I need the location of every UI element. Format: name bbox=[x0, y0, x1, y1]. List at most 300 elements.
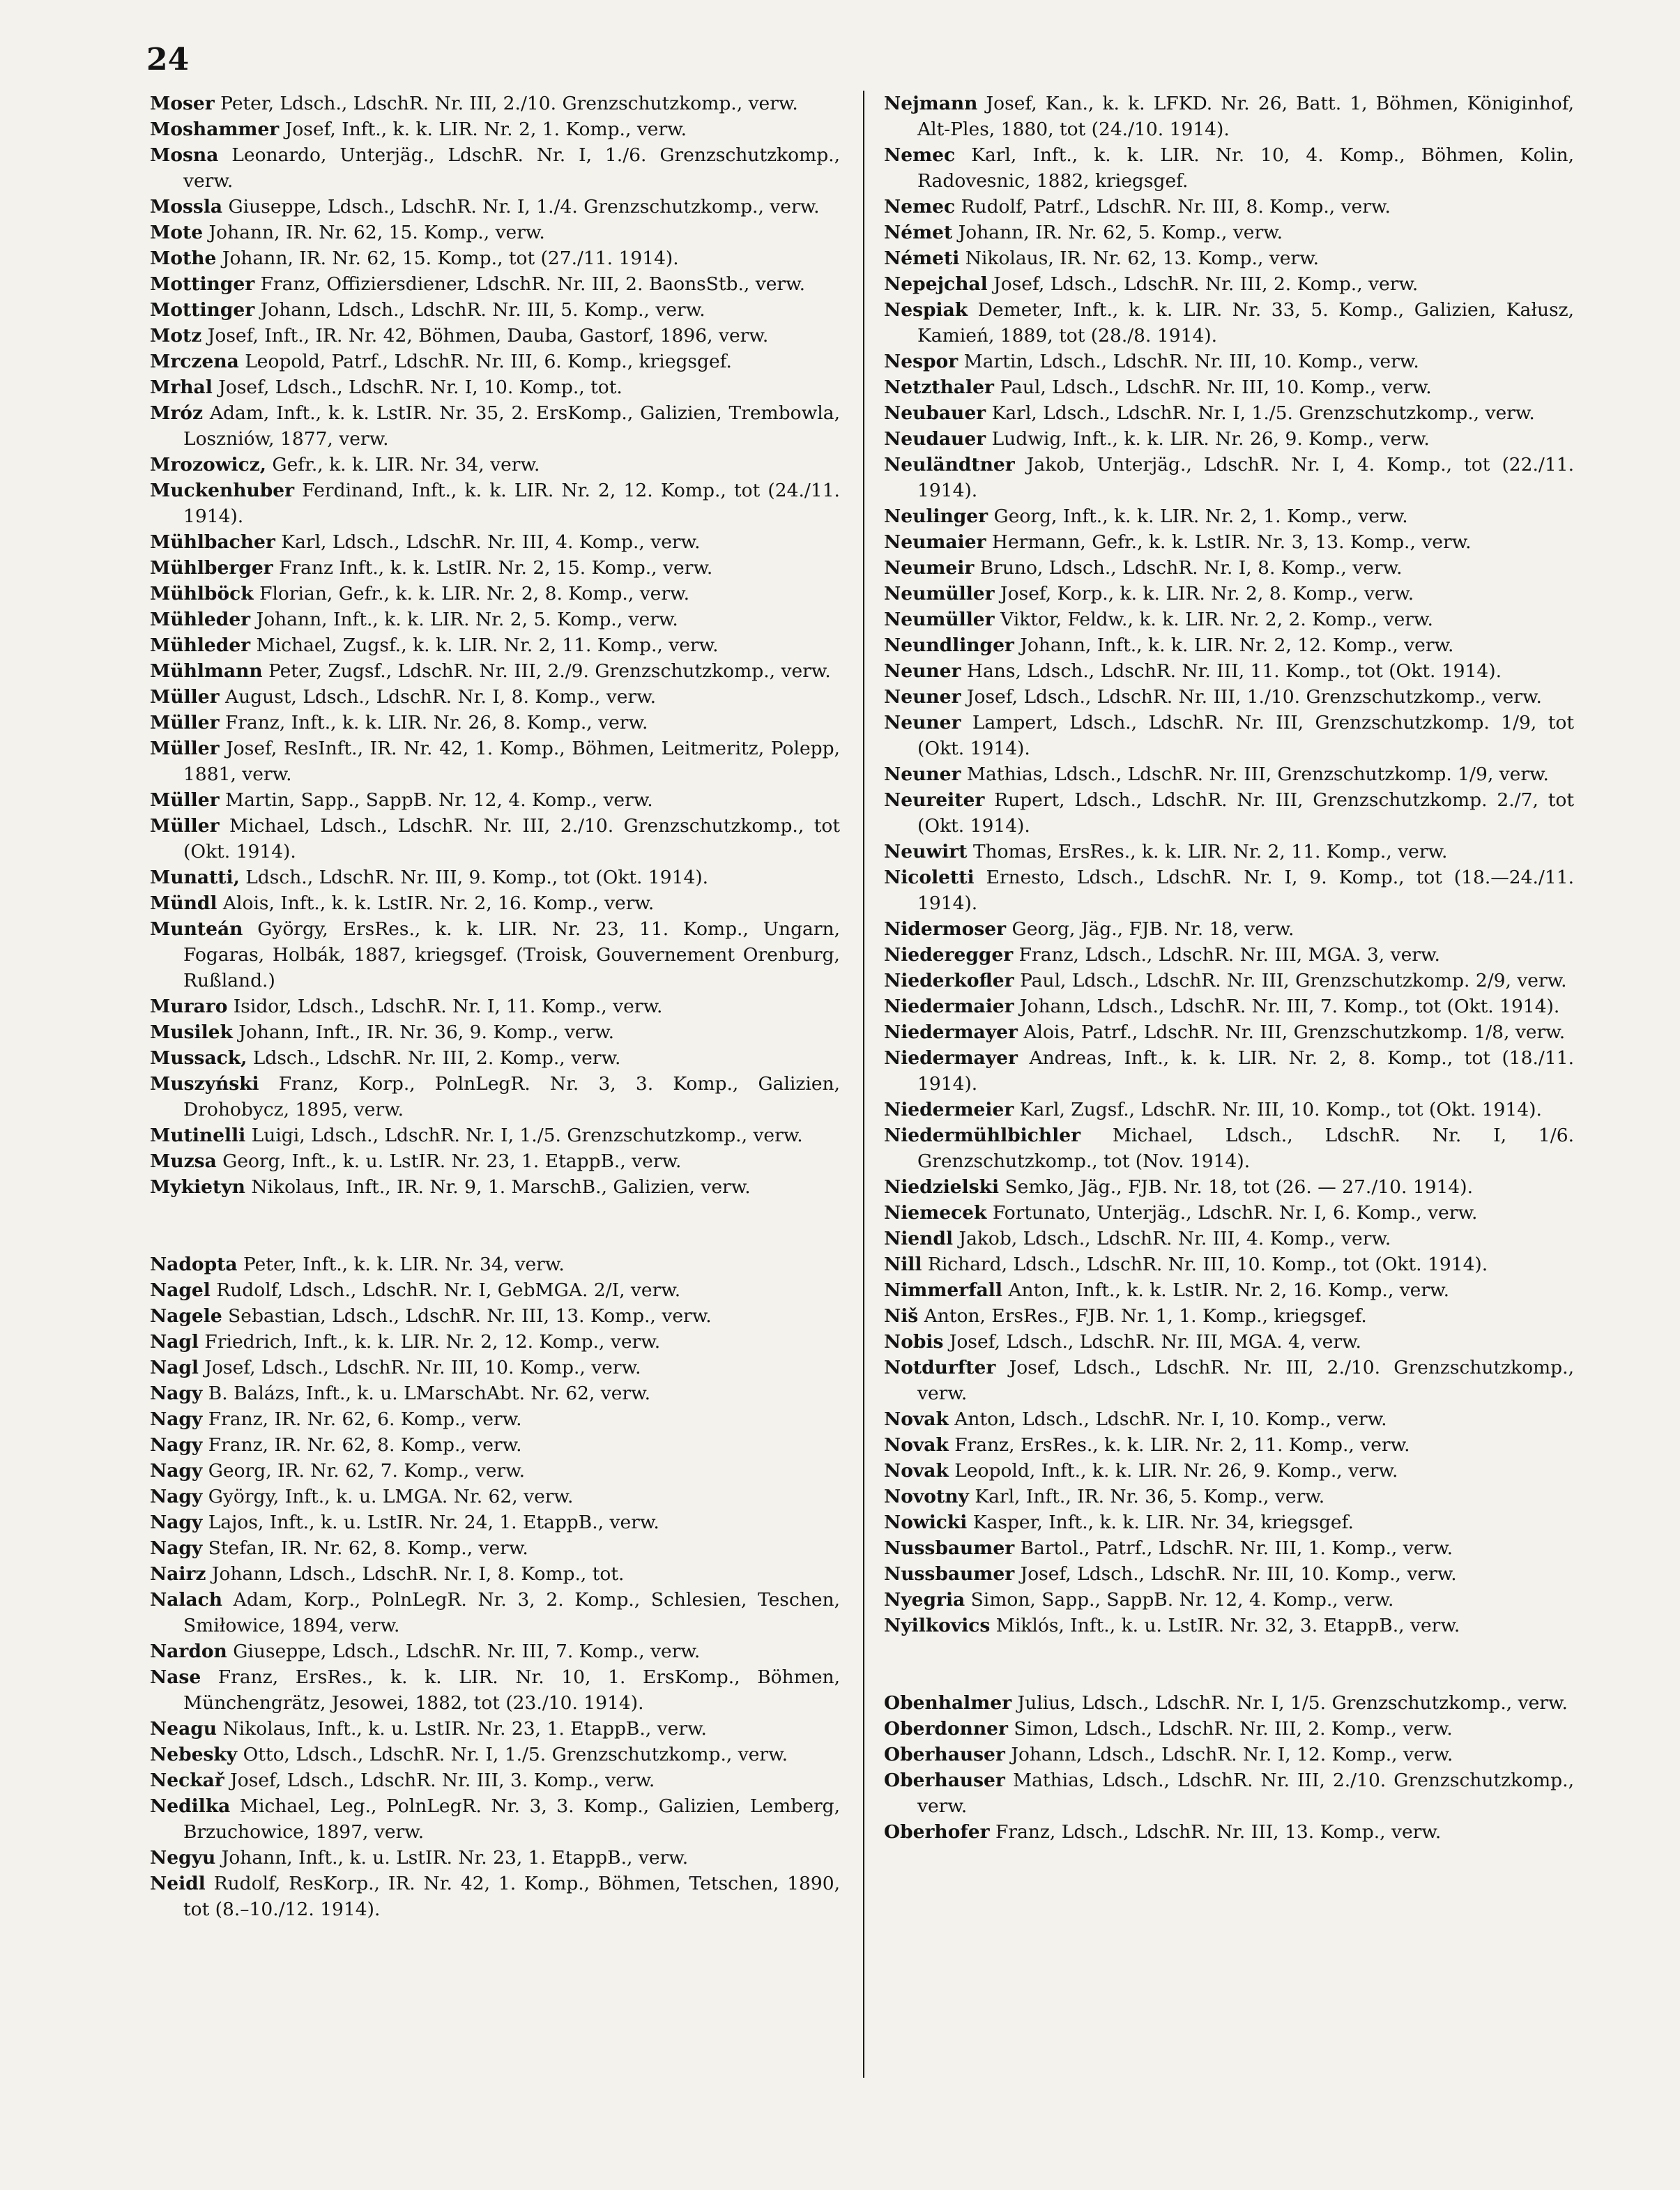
casualty-entry bbox=[150, 1123, 840, 1148]
casualty-entry bbox=[884, 1200, 1574, 1226]
surname: Nagl bbox=[150, 1331, 199, 1353]
entry-details: Franz, Offiziersdiener, LdschR. Nr. III, 2. BaonsStb., verw. bbox=[254, 273, 806, 295]
casualty-entry bbox=[150, 116, 840, 142]
surname: Oberhauser bbox=[884, 1770, 1005, 1791]
surname: Niederkofler bbox=[884, 970, 1014, 991]
entry-details: Ferdinand, Inft., k. k. LIR. Nr. 2, 12. Komp., tot (24./11. 1914). bbox=[183, 480, 840, 527]
casualty-entry bbox=[150, 632, 840, 658]
casualty-entry bbox=[884, 658, 1574, 684]
casualty-entry bbox=[884, 632, 1574, 658]
left-column bbox=[150, 91, 840, 1922]
casualty-entry bbox=[150, 1767, 840, 1793]
entry-details: Anton, ErsRes., FJB. Nr. 1, 1. Komp., kriegsgef. bbox=[918, 1305, 1367, 1327]
casualty-entry bbox=[884, 400, 1574, 426]
entry-details: Rudolf, Ldsch., LdschR. Nr. I, GebMGA. 2/I, verw. bbox=[210, 1279, 681, 1301]
casualty-entry bbox=[884, 349, 1574, 374]
entry-details: Simon, Sapp., SappB. Nr. 12, 4. Komp., verw. bbox=[965, 1589, 1394, 1611]
surname: Nyilkovics bbox=[884, 1615, 991, 1636]
surname: Neulinger bbox=[884, 505, 988, 527]
casualty-entry bbox=[150, 916, 840, 994]
entry-details: Franz, Ldsch., LdschR. Nr. III, MGA. 3, verw. bbox=[1013, 944, 1440, 966]
surname: Notdurfter bbox=[884, 1357, 996, 1378]
entry-details: Michael, Zugsf., k. k. LIR. Nr. 2, 11. Komp., verw. bbox=[250, 634, 719, 656]
entry-details: Franz, ErsRes., k. k. LIR. Nr. 2, 11. Komp., verw. bbox=[948, 1434, 1410, 1456]
surname: Netzthaler bbox=[884, 377, 994, 398]
entry-details: Paul, Ldsch., LdschR. Nr. III, Grenzschutzkomp. 2/9, verw. bbox=[1014, 970, 1567, 991]
entry-details: Karl, Zugsf., LdschR. Nr. III, 10. Komp., tot (Okt. 1914). bbox=[1014, 1099, 1542, 1120]
casualty-entry bbox=[884, 1767, 1574, 1819]
surname: Mussack, bbox=[150, 1047, 247, 1069]
surname: Nagy bbox=[150, 1512, 203, 1533]
casualty-entry bbox=[884, 503, 1574, 529]
surname: Muraro bbox=[150, 996, 228, 1017]
surname: Neubauer bbox=[884, 402, 986, 424]
surname: Mutinelli bbox=[150, 1125, 246, 1146]
surname: Mündl bbox=[150, 892, 217, 914]
entry-details: Ludwig, Inft., k. k. LIR. Nr. 26, 9. Komp., verw. bbox=[986, 428, 1430, 450]
surname: Mote bbox=[150, 222, 204, 243]
surname: Nespor bbox=[884, 351, 959, 372]
surname: Neuner bbox=[884, 763, 961, 785]
casualty-entry bbox=[150, 478, 840, 529]
casualty-entry bbox=[150, 736, 840, 787]
casualty-entry bbox=[150, 1845, 840, 1871]
entry-details: Georg, IR. Nr. 62, 7. Komp., verw. bbox=[202, 1460, 526, 1482]
casualty-entry bbox=[150, 787, 840, 813]
surname: Nagy bbox=[150, 1434, 203, 1456]
surname: Nimmerfall bbox=[884, 1279, 1002, 1301]
surname: Nobis bbox=[884, 1331, 944, 1353]
surname: Mossla bbox=[150, 196, 223, 218]
entry-details: Ldsch., LdschR. Nr. III, 9. Komp., tot (Okt. 1914). bbox=[239, 867, 709, 888]
surname: Nussbaumer bbox=[884, 1537, 1015, 1559]
surname: Neumaier bbox=[884, 531, 986, 553]
entry-details: György, Inft., k. u. LMGA. Nr. 62, verw. bbox=[202, 1486, 574, 1507]
surname: Mühleder bbox=[150, 634, 251, 656]
casualty-entry bbox=[884, 1484, 1574, 1510]
entry-details: Josef, Ldsch., LdschR. Nr. III, 2./10. Grenzschutzkomp., verw. bbox=[917, 1357, 1574, 1404]
casualty-entry bbox=[150, 1638, 840, 1664]
casualty-entry bbox=[884, 1123, 1574, 1174]
casualty-entry bbox=[150, 1587, 840, 1638]
surname: Muzsa bbox=[150, 1150, 217, 1172]
surname: Nejmann bbox=[884, 93, 978, 114]
casualty-entry bbox=[884, 684, 1574, 710]
entry-details: Johann, Ldsch., LdschR. Nr. III, 7. Komp., tot (Okt. 1914). bbox=[1014, 996, 1560, 1017]
entry-details: August, Ldsch., LdschR. Nr. I, 8. Komp., verw. bbox=[219, 686, 657, 708]
entry-details: Josef, Ldsch., LdschR. Nr. III, 2. Komp., verw. bbox=[987, 273, 1419, 295]
casualty-entry bbox=[884, 865, 1574, 916]
entry-details: Bruno, Ldsch., LdschR. Nr. I, 8. Komp., verw. bbox=[974, 557, 1403, 579]
surname: Mühlbacher bbox=[150, 531, 275, 553]
surname: Mrczena bbox=[150, 351, 239, 372]
entry-details: Josef, Ldsch., LdschR. Nr. III, 3. Komp., verw. bbox=[224, 1770, 655, 1791]
casualty-entry bbox=[150, 1535, 840, 1561]
entry-details: Fortunato, Unterjäg., LdschR. Nr. I, 6. Komp., verw. bbox=[986, 1202, 1478, 1224]
casualty-entry bbox=[884, 1045, 1574, 1097]
casualty-entry bbox=[150, 865, 840, 890]
casualty-entry bbox=[150, 1484, 840, 1510]
surname: Neundlinger bbox=[884, 634, 1014, 656]
casualty-entry bbox=[150, 1510, 840, 1535]
casualty-entry bbox=[884, 1019, 1574, 1045]
entry-details: Bartol., Patrf., LdschR. Nr. III, 1. Komp., verw. bbox=[1014, 1537, 1453, 1559]
entry-details: Peter, Zugsf., LdschR. Nr. III, 2./9. Grenzschutzkomp., verw. bbox=[262, 660, 831, 682]
entry-details: B. Balázs, Inft., k. u. LMarschAbt. Nr. 62, verw. bbox=[202, 1383, 651, 1404]
entry-details: Nikolaus, Inft., k. u. LstIR. Nr. 23, 1. EtappB., verw. bbox=[217, 1718, 707, 1740]
casualty-entry bbox=[150, 452, 840, 478]
entry-details: Nikolaus, Inft., IR. Nr. 9, 1. MarschB., Galizien, verw. bbox=[245, 1176, 751, 1198]
surname: Müller bbox=[150, 789, 220, 811]
casualty-entry bbox=[884, 142, 1574, 194]
surname: Neumeir bbox=[884, 557, 975, 579]
entry-details: Ernesto, Ldsch., LdschR. Nr. I, 9. Komp., tot (18.—24./11. 1914). bbox=[917, 867, 1574, 914]
entry-details: Josef, Inft., IR. Nr. 42, Böhmen, Dauba, Gastorf, 1896, verw. bbox=[201, 325, 769, 347]
surname: Neuner bbox=[884, 660, 961, 682]
casualty-entry bbox=[884, 1716, 1574, 1742]
surname: Nagy bbox=[150, 1408, 203, 1430]
casualty-entry bbox=[884, 581, 1574, 607]
surname: Nase bbox=[150, 1666, 201, 1688]
surname: Nalach bbox=[150, 1589, 223, 1611]
entry-details: Ldsch., LdschR. Nr. III, 2. Komp., verw. bbox=[247, 1047, 621, 1069]
entry-details: Josef, Inft., k. k. LIR. Nr. 2, 1. Komp., verw. bbox=[279, 119, 687, 140]
surname: Neuner bbox=[884, 712, 961, 733]
casualty-entry bbox=[884, 1252, 1574, 1277]
surname: Novak bbox=[884, 1408, 949, 1430]
surname: Neumüller bbox=[884, 583, 995, 604]
entry-details: Karl, Ldsch., LdschR. Nr. I, 1./5. Grenzschutzkomp., verw. bbox=[986, 402, 1535, 424]
casualty-entry bbox=[884, 297, 1574, 349]
surname: Mühlböck bbox=[150, 583, 254, 604]
surname: Nadopta bbox=[150, 1254, 238, 1275]
surname: Nedilka bbox=[150, 1795, 231, 1817]
entry-details: Thomas, ErsRes., k. k. LIR. Nr. 2, 11. Komp., verw. bbox=[967, 841, 1448, 862]
surname: Nicoletti bbox=[884, 867, 975, 888]
entry-details: Miklós, Inft., k. u. LstIR. Nr. 32, 3. EtappB., verw. bbox=[990, 1615, 1460, 1636]
casualty-entry bbox=[884, 1355, 1574, 1406]
casualty-entry bbox=[150, 1355, 840, 1381]
entry-details: Leopold, Patrf., LdschR. Nr. III, 6. Komp., kriegsgef. bbox=[238, 351, 732, 372]
entry-details: Lajos, Inft., k. u. LstIR. Nr. 24, 1. EtappB., verw. bbox=[202, 1512, 659, 1533]
surname: Müller bbox=[150, 815, 220, 837]
casualty-entry bbox=[150, 1871, 840, 1922]
casualty-entry bbox=[884, 1561, 1574, 1587]
right-column bbox=[884, 91, 1574, 1845]
casualty-entry bbox=[884, 994, 1574, 1019]
casualty-entry bbox=[150, 374, 840, 400]
casualty-entry bbox=[884, 1303, 1574, 1329]
surname: Niemecek bbox=[884, 1202, 987, 1224]
casualty-entry bbox=[150, 1432, 840, 1458]
surname: Moshammer bbox=[150, 119, 280, 140]
surname: Niedermayer bbox=[884, 1047, 1018, 1069]
casualty-entry bbox=[150, 220, 840, 245]
casualty-entry bbox=[884, 607, 1574, 632]
casualty-entry bbox=[150, 813, 840, 865]
entry-details: Leonardo, Unterjäg., LdschR. Nr. I, 1./6. Grenzschutzkomp., verw. bbox=[183, 144, 840, 192]
casualty-entry bbox=[150, 1458, 840, 1484]
entry-details: Josef, Ldsch., LdschR. Nr. III, MGA. 4, verw. bbox=[943, 1331, 1361, 1353]
surname: Neureiter bbox=[884, 789, 985, 811]
section-gap bbox=[884, 1638, 1574, 1690]
surname: Neckař bbox=[150, 1770, 224, 1791]
surname: Müller bbox=[150, 686, 220, 708]
column-divider bbox=[863, 91, 864, 2078]
surname: Niš bbox=[884, 1305, 919, 1327]
entry-details: Johann, Inft., k. k. LIR. Nr. 2, 12. Komp., verw. bbox=[1014, 634, 1454, 656]
surname: Munatti, bbox=[150, 867, 240, 888]
entry-details: Josef, Ldsch., LdschR. Nr. III, 1./10. Grenzschutzkomp., verw. bbox=[961, 686, 1542, 708]
surname: Mottinger bbox=[150, 299, 255, 321]
casualty-entry bbox=[150, 555, 840, 581]
casualty-entry bbox=[884, 1174, 1574, 1200]
surname: Nyegria bbox=[884, 1589, 965, 1611]
surname: Nepejchal bbox=[884, 273, 988, 295]
entry-details: Johann, IR. Nr. 62, 15. Komp., tot (27./11. 1914). bbox=[216, 248, 679, 269]
entry-details: Luigi, Ldsch., LdschR. Nr. I, 1./5. Grenzschutzkomp., verw. bbox=[245, 1125, 803, 1146]
surname: Motz bbox=[150, 325, 202, 347]
casualty-entry bbox=[884, 1613, 1574, 1638]
entry-details: Johann, Ldsch., LdschR. Nr. III, 5. Komp., verw. bbox=[254, 299, 705, 321]
surname: Nemec bbox=[884, 196, 956, 218]
casualty-entry bbox=[884, 839, 1574, 865]
entry-details: Peter, Ldsch., LdschR. Nr. III, 2./10. Grenzschutzkomp., verw. bbox=[214, 93, 798, 114]
casualty-entry bbox=[150, 1664, 840, 1716]
casualty-entry bbox=[150, 1793, 840, 1845]
casualty-entry bbox=[884, 1587, 1574, 1613]
entry-details: Rudolf, Patrf., LdschR. Nr. III, 8. Komp., verw. bbox=[955, 196, 1391, 218]
entry-details: Rupert, Ldsch., LdschR. Nr. III, Grenzschutzkomp. 2./7, tot (Okt. 1914). bbox=[917, 789, 1574, 837]
surname: Nagy bbox=[150, 1460, 203, 1482]
casualty-entry bbox=[150, 684, 840, 710]
surname: Nespiak bbox=[884, 299, 968, 321]
entry-details: Hans, Ldsch., LdschR. Nr. III, 11. Komp., tot (Okt. 1914). bbox=[961, 660, 1502, 682]
surname: Mykietyn bbox=[150, 1176, 245, 1198]
casualty-entry bbox=[150, 1174, 840, 1200]
entry-details: Julius, Ldsch., LdschR. Nr. I, 1/5. Grenzschutzkomp., verw. bbox=[1011, 1692, 1568, 1714]
surname: Mrozowicz, bbox=[150, 454, 266, 476]
surname: Muszyński bbox=[150, 1073, 259, 1095]
surname: Nagel bbox=[150, 1279, 211, 1301]
surname: Mottinger bbox=[150, 273, 255, 295]
entry-details: Adam, Inft., k. k. LstIR. Nr. 35, 2. ErsKomp., Galizien, Trembowla, Loszniów, 1877, verw. bbox=[183, 402, 840, 450]
surname: Oberhauser bbox=[884, 1744, 1005, 1765]
surname: Niedermaier bbox=[884, 996, 1014, 1017]
entry-details: Mathias, Ldsch., LdschR. Nr. III, Grenzschutzkomp. 1/9, verw. bbox=[961, 763, 1549, 785]
casualty-entry bbox=[884, 1226, 1574, 1252]
entry-details: Franz, ErsRes., k. k. LIR. Nr. 10, 1. ErsKomp., Böhmen, Münchengrätz, Jesowei, 1882, tot (23./10. 1914). bbox=[183, 1666, 840, 1714]
surname: Mróz bbox=[150, 402, 204, 424]
entry-details: Michael, Leg., PolnLegR. Nr. 3, 3. Komp., Galizien, Lemberg, Brzuchowice, 1897, verw. bbox=[183, 1795, 840, 1843]
casualty-entry bbox=[884, 1277, 1574, 1303]
entry-details: Johann, Ldsch., LdschR. Nr. I, 8. Komp., tot. bbox=[206, 1563, 625, 1585]
page-number: 24 bbox=[146, 42, 190, 77]
surname: Novotny bbox=[884, 1486, 969, 1507]
casualty-entry bbox=[884, 787, 1574, 839]
casualty-entry bbox=[150, 323, 840, 349]
casualty-entry bbox=[884, 452, 1574, 503]
surname: Niederegger bbox=[884, 944, 1014, 966]
entry-details: Franz, Korp., PolnLegR. Nr. 3, 3. Komp., Galizien, Drohobycz, 1895, verw. bbox=[183, 1073, 840, 1120]
casualty-entry bbox=[884, 529, 1574, 555]
casualty-entry bbox=[884, 1458, 1574, 1484]
entry-details: Giuseppe, Ldsch., LdschR. Nr. III, 7. Komp., verw. bbox=[227, 1641, 701, 1662]
entry-details: Johann, Inft., k. u. LstIR. Nr. 23, 1. EtappB., verw. bbox=[215, 1847, 689, 1869]
surname: Nagl bbox=[150, 1357, 199, 1378]
casualty-entry bbox=[884, 374, 1574, 400]
casualty-entry bbox=[884, 426, 1574, 452]
casualty-entry bbox=[150, 1406, 840, 1432]
entry-details: Peter, Inft., k. k. LIR. Nr. 34, verw. bbox=[237, 1254, 565, 1275]
entry-details: Mathias, Ldsch., LdschR. Nr. III, 2./10. Grenzschutzkomp., verw. bbox=[917, 1770, 1574, 1817]
entry-details: Otto, Ldsch., LdschR. Nr. I, 1./5. Grenzschutzkomp., verw. bbox=[237, 1744, 788, 1765]
entry-details: Johann, Ldsch., LdschR. Nr. I, 12. Komp., verw. bbox=[1005, 1744, 1453, 1765]
entry-details: Johann, Inft., k. k. LIR. Nr. 2, 5. Komp., verw. bbox=[250, 609, 678, 630]
surname: Nagele bbox=[150, 1305, 222, 1327]
entry-details: Martin, Ldsch., LdschR. Nr. III, 10. Komp., verw. bbox=[958, 351, 1419, 372]
entry-details: Leopold, Inft., k. k. LIR. Nr. 26, 9. Komp., verw. bbox=[948, 1460, 1398, 1482]
entry-details: Josef, Kan., k. k. LFKD. Nr. 26, Batt. 1, Böhmen, Königinhof, Alt-Ples, 1880, tot (24./10. 1914). bbox=[917, 93, 1574, 140]
casualty-entry bbox=[150, 710, 840, 736]
casualty-entry bbox=[884, 1535, 1574, 1561]
casualty-entry bbox=[884, 1097, 1574, 1123]
casualty-entry bbox=[884, 1690, 1574, 1716]
casualty-entry bbox=[150, 529, 840, 555]
casualty-entry bbox=[150, 1252, 840, 1277]
surname: Neuländtner bbox=[884, 454, 1015, 476]
casualty-entry bbox=[884, 1329, 1574, 1355]
entry-details: Nikolaus, IR. Nr. 62, 13. Komp., verw. bbox=[959, 248, 1320, 269]
surname: Niedermayer bbox=[884, 1021, 1018, 1043]
surname: Niedzielski bbox=[884, 1176, 1000, 1198]
casualty-entry bbox=[884, 916, 1574, 942]
entry-details: Josef, Korp., k. k. LIR. Nr. 2, 8. Komp., verw. bbox=[994, 583, 1414, 604]
entry-details: Sebastian, Ldsch., LdschR. Nr. III, 13. Komp., verw. bbox=[222, 1305, 712, 1327]
surname: Nagy bbox=[150, 1383, 203, 1404]
casualty-entry bbox=[150, 245, 840, 271]
casualty-entry bbox=[150, 194, 840, 220]
entry-details: Alois, Patrf., LdschR. Nr. III, Grenzschutzkomp. 1/8, verw. bbox=[1017, 1021, 1566, 1043]
surname: Mothe bbox=[150, 248, 217, 269]
surname: Müller bbox=[150, 738, 220, 759]
casualty-entry bbox=[150, 91, 840, 116]
entry-details: Karl, Ldsch., LdschR. Nr. III, 4. Komp., verw. bbox=[275, 531, 701, 553]
entry-details: Jakob, Unterjäg., LdschR. Nr. I, 4. Komp., tot (22./11. 1914). bbox=[917, 454, 1574, 501]
casualty-entry bbox=[150, 297, 840, 323]
surname: Nill bbox=[884, 1254, 922, 1275]
entry-details: Kasper, Inft., k. k. LIR. Nr. 34, kriegsgef. bbox=[967, 1512, 1354, 1533]
casualty-entry bbox=[150, 271, 840, 297]
surname: Mosna bbox=[150, 144, 219, 166]
entry-details: Rudolf, ResKorp., IR. Nr. 42, 1. Komp., Böhmen, Tetschen, 1890, tot (8.–10./12. 1914). bbox=[183, 1873, 840, 1920]
casualty-entry bbox=[884, 91, 1574, 142]
entry-details: Josef, Ldsch., LdschR. Nr. I, 10. Komp., tot. bbox=[212, 377, 623, 398]
surname: Németi bbox=[884, 248, 960, 269]
casualty-entry bbox=[884, 710, 1574, 761]
entry-details: Karl, Inft., k. k. LIR. Nr. 10, 4. Komp., Böhmen, Kolin, Radovesnic, 1882, kriegsgef. bbox=[917, 144, 1574, 192]
surname: Neidl bbox=[150, 1873, 206, 1894]
entry-details: Karl, Inft., IR. Nr. 36, 5. Komp., verw. bbox=[968, 1486, 1325, 1507]
casualty-entry bbox=[884, 220, 1574, 245]
entry-details: Viktor, Feldw., k. k. LIR. Nr. 2, 2. Komp., verw. bbox=[994, 609, 1433, 630]
entry-details: Hermann, Gefr., k. k. LstIR. Nr. 3, 13. Komp., verw. bbox=[986, 531, 1472, 553]
entry-details: Anton, Ldsch., LdschR. Nr. I, 10. Komp., verw. bbox=[948, 1408, 1387, 1430]
surname: Niendl bbox=[884, 1228, 954, 1249]
entry-details: Anton, Inft., k. k. LstIR. Nr. 2, 16. Komp., verw. bbox=[1002, 1279, 1449, 1301]
surname: Niedermühlbichler bbox=[884, 1125, 1081, 1146]
casualty-entry bbox=[150, 890, 840, 916]
entry-details: Michael, Ldsch., LdschR. Nr. III, 2./10. Grenzschutzkomp., tot (Okt. 1914). bbox=[183, 815, 840, 862]
surname: Niedermeier bbox=[884, 1099, 1014, 1120]
casualty-entry bbox=[150, 658, 840, 684]
surname: Neuner bbox=[884, 686, 961, 708]
surname: Müller bbox=[150, 712, 220, 733]
surname: Nemec bbox=[884, 144, 956, 166]
entry-details: Johann, IR. Nr. 62, 15. Komp., verw. bbox=[203, 222, 545, 243]
casualty-entry bbox=[884, 245, 1574, 271]
surname: Moser bbox=[150, 93, 215, 114]
surname: Nardon bbox=[150, 1641, 227, 1662]
casualty-entry bbox=[150, 1381, 840, 1406]
entry-details: Georg, Inft., k. u. LstIR. Nr. 23, 1. EtappB., verw. bbox=[216, 1150, 682, 1172]
surname: Nowicki bbox=[884, 1512, 968, 1533]
surname: Mrhal bbox=[150, 377, 213, 398]
surname: Nagy bbox=[150, 1486, 203, 1507]
casualty-entry bbox=[150, 994, 840, 1019]
surname: Oberdonner bbox=[884, 1718, 1008, 1740]
entry-details: Michael, Ldsch., LdschR. Nr. I, 1/6. Grenzschutzkomp., tot (Nov. 1914). bbox=[917, 1125, 1574, 1172]
entry-details: Lampert, Ldsch., LdschR. Nr. III, Grenzschutzkomp. 1/9, tot (Okt. 1914). bbox=[917, 712, 1574, 759]
surname: Negyu bbox=[150, 1847, 216, 1869]
entry-details: Alois, Inft., k. k. LstIR. Nr. 2, 16. Komp., verw. bbox=[217, 892, 655, 914]
section-gap bbox=[150, 1200, 840, 1252]
casualty-entry bbox=[150, 400, 840, 452]
entry-details: Friedrich, Inft., k. k. LIR. Nr. 2, 12. Komp., verw. bbox=[199, 1331, 661, 1353]
entry-details: Richard, Ldsch., LdschR. Nr. III, 10. Komp., tot (Okt. 1914). bbox=[922, 1254, 1488, 1275]
casualty-entry bbox=[150, 1742, 840, 1767]
entry-details: Simon, Ldsch., LdschR. Nr. III, 2. Komp., verw. bbox=[1008, 1718, 1453, 1740]
casualty-entry bbox=[884, 1819, 1574, 1845]
surname: Nidermoser bbox=[884, 918, 1007, 940]
casualty-entry bbox=[150, 1071, 840, 1123]
casualty-entry bbox=[884, 1510, 1574, 1535]
casualty-entry bbox=[884, 942, 1574, 968]
entry-details: Georg, Inft., k. k. LIR. Nr. 2, 1. Komp., verw. bbox=[988, 505, 1408, 527]
casualty-entry bbox=[884, 555, 1574, 581]
entry-details: Josef, ResInft., IR. Nr. 42, 1. Komp., Böhmen, Leitmeritz, Polepp, 1881, verw. bbox=[183, 738, 840, 785]
casualty-entry bbox=[150, 1303, 840, 1329]
surname: Muckenhuber bbox=[150, 480, 295, 501]
casualty-entry bbox=[150, 1329, 840, 1355]
casualty-entry bbox=[884, 761, 1574, 787]
entry-details: Gefr., k. k. LIR. Nr. 34, verw. bbox=[266, 454, 540, 476]
entry-details: Franz Inft., k. k. LstIR. Nr. 2, 15. Komp., verw. bbox=[273, 557, 713, 579]
entry-details: Franz, Ldsch., LdschR. Nr. III, 13. Komp., verw. bbox=[989, 1821, 1442, 1843]
casualty-entry bbox=[150, 1019, 840, 1045]
entry-details: Franz, Inft., k. k. LIR. Nr. 26, 8. Komp., verw. bbox=[219, 712, 648, 733]
surname: Nebesky bbox=[150, 1744, 238, 1765]
surname: Nairz bbox=[150, 1563, 206, 1585]
entry-details: Stefan, IR. Nr. 62, 8. Komp., verw. bbox=[202, 1537, 528, 1559]
entry-details: Johann, Inft., IR. Nr. 36, 9. Komp., verw. bbox=[232, 1021, 615, 1043]
entry-details: Paul, Ldsch., LdschR. Nr. III, 10. Komp., verw. bbox=[993, 377, 1432, 398]
casualty-entry bbox=[150, 1716, 840, 1742]
entry-details: Demeter, Inft., k. k. LIR. Nr. 33, 5. Komp., Galizien, Kałusz, Kamień, 1889, tot (28./8. 1914). bbox=[917, 299, 1574, 347]
surname: Neagu bbox=[150, 1718, 217, 1740]
surname: Neumüller bbox=[884, 609, 995, 630]
surname: Nagy bbox=[150, 1537, 203, 1559]
